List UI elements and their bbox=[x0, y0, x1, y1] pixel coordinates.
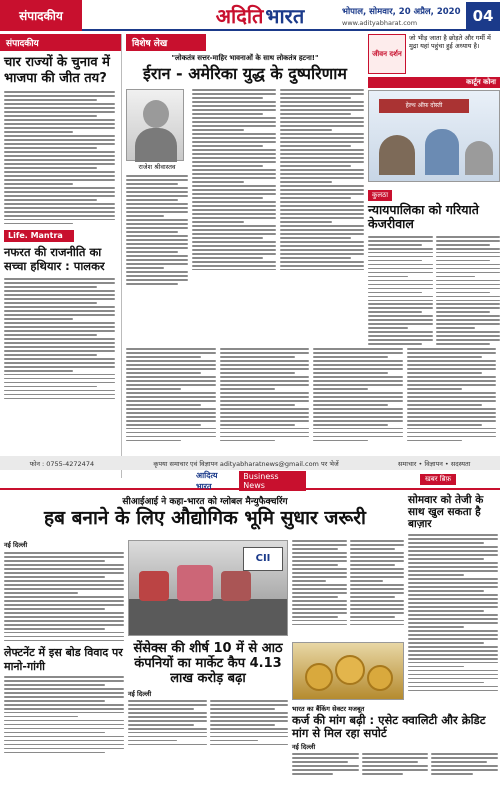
newspaper-logo[interactable] bbox=[185, 2, 335, 28]
right-body-col1 bbox=[368, 236, 433, 345]
center-article bbox=[126, 34, 364, 344]
right-brief-headline[interactable]: सोमवार को तेजी के साथ खुल सकता है बाज़ार bbox=[408, 494, 484, 531]
center-headline[interactable]: ईरान - अमेरिका युद्ध के दुष्परिणाम bbox=[143, 64, 347, 83]
right-headline[interactable]: न्यायपालिका को गरियाते केजरीवाल bbox=[368, 202, 479, 232]
jeevan-darshan-badge: जीवन दर्शन bbox=[368, 34, 406, 74]
cont-col-2 bbox=[220, 348, 310, 454]
center-col2-body bbox=[192, 89, 276, 284]
coins-photo bbox=[292, 642, 404, 700]
left-headline[interactable]: चार राज्यों के चुनाव में भाजपा की जीत तय? bbox=[4, 55, 110, 86]
bottom-left-headline[interactable]: लेफ्टनेंट में इस बोड विवाद पर मानो-गांगी bbox=[4, 646, 123, 673]
left-column bbox=[0, 34, 122, 478]
left-subhead-body bbox=[4, 278, 115, 399]
band-item-1: फोन : 0755-4272474 bbox=[29, 459, 95, 468]
business-mid-col-2 bbox=[350, 540, 405, 625]
business-label: Business News bbox=[239, 471, 306, 491]
right-column bbox=[368, 34, 500, 344]
cartoon-corner-label: कार्टून कोना bbox=[368, 77, 500, 88]
business-mid-col-1 bbox=[292, 540, 347, 625]
bottom-center-headline[interactable]: सेंसेक्स की शीर्ष 10 में से आठ कंपनियों का मार्केट कैप 4.13 लाख करोड़ बढ़ा bbox=[133, 641, 283, 686]
page-number: 04 bbox=[466, 2, 500, 29]
center-col3-body bbox=[280, 89, 364, 284]
left-subhead[interactable]: नफरत की राजनीति का सच्चा हथियार : पालकर bbox=[4, 245, 105, 274]
logo-part-1: अदिति bbox=[215, 3, 264, 28]
bottom-right-kicker: भारत का बैंकिंग सेक्टर मजबूत bbox=[292, 705, 365, 713]
cont-col-1 bbox=[126, 348, 216, 454]
life-mantra-tag: Life. Mantra bbox=[4, 230, 74, 242]
band-item-3: समाचार • विज्ञापन • सदस्यता bbox=[398, 459, 471, 468]
center-kicker: "लोकतंत्र सत्तर-माहिर भावनाओं के साथ लोकतंत्र हटना!" bbox=[171, 54, 319, 62]
bottom-center-byline: नई दिल्ली bbox=[128, 689, 152, 698]
business-byline: नई दिल्ली bbox=[4, 541, 28, 549]
cont-col-4 bbox=[407, 348, 497, 454]
bottom-right-col-1 bbox=[292, 753, 359, 775]
business-headline[interactable]: हब बनाने के लिए औद्योगिक भूमि सुधार जरूरी bbox=[44, 507, 366, 529]
bottom-right-headline[interactable]: कर्ज की मांग बढ़ी : एसेट क्वालिटी और क्रेडिट मांग से मिल रहा सपोर्ट bbox=[292, 713, 486, 741]
center-col1-body bbox=[126, 175, 188, 284]
cartoon-image bbox=[368, 90, 500, 182]
left-section-head: संपादकीय bbox=[0, 34, 121, 51]
bottom-center-col-2 bbox=[210, 700, 289, 746]
website-url[interactable]: www.adityabharat.com bbox=[342, 19, 418, 27]
band-item-2: कृपया समाचार एवं विज्ञापन adityabharatnews@gmail.com पर भेजें bbox=[153, 459, 339, 468]
business-logo: आदित्य भारत bbox=[196, 471, 218, 491]
right-body-col2 bbox=[436, 236, 500, 345]
left-article-body bbox=[4, 91, 115, 224]
continuation-columns bbox=[126, 348, 496, 454]
logo-part-2: भारत bbox=[265, 3, 305, 28]
cont-col-3 bbox=[313, 348, 403, 454]
business-left-body bbox=[4, 552, 124, 641]
right-brief-body bbox=[408, 534, 498, 691]
bottom-center-article bbox=[128, 642, 288, 745]
info-band bbox=[0, 456, 500, 470]
bottom-left-body bbox=[4, 676, 124, 754]
right-kicker: जो भीड़ जाता है छोड़ते और गर्मी में मुद्रा यहां पहुंचा हुई अध्याय है। bbox=[409, 34, 491, 51]
section-tag: संपादकीय bbox=[0, 0, 82, 31]
bottom-right-byline: नई दिल्ली bbox=[292, 743, 316, 752]
center-section-head: विशेष लेख bbox=[126, 34, 206, 51]
business-photo bbox=[128, 540, 288, 636]
bottom-right-col-3 bbox=[431, 753, 498, 775]
right-brief-label: खबर ब्रिफ़ bbox=[420, 474, 456, 485]
cii-logo: CII bbox=[243, 547, 283, 571]
bottom-right-article bbox=[292, 704, 498, 775]
masthead bbox=[0, 0, 500, 31]
bottom-center-col-1 bbox=[128, 700, 207, 746]
bottom-right-col-2 bbox=[362, 753, 429, 775]
business-lead bbox=[4, 494, 406, 530]
right-sublabel: कुलठा bbox=[368, 190, 392, 201]
business-mid-cols bbox=[292, 540, 404, 625]
author-photo bbox=[126, 89, 184, 161]
business-left-col bbox=[4, 540, 124, 748]
author-byline: राजेश श्रीवास्तव bbox=[138, 163, 176, 172]
business-header bbox=[0, 472, 500, 490]
cartoon-caption: हेल्थ ऑफ़ दोस्ती bbox=[379, 99, 469, 113]
business-kicker: सीआईआई ने कहा-भारत को ग्लोबल मैन्युफैक्चरिंग bbox=[122, 497, 288, 507]
dateline: भोपाल, सोमवार, 20 अप्रैल, 2020 bbox=[342, 7, 461, 17]
